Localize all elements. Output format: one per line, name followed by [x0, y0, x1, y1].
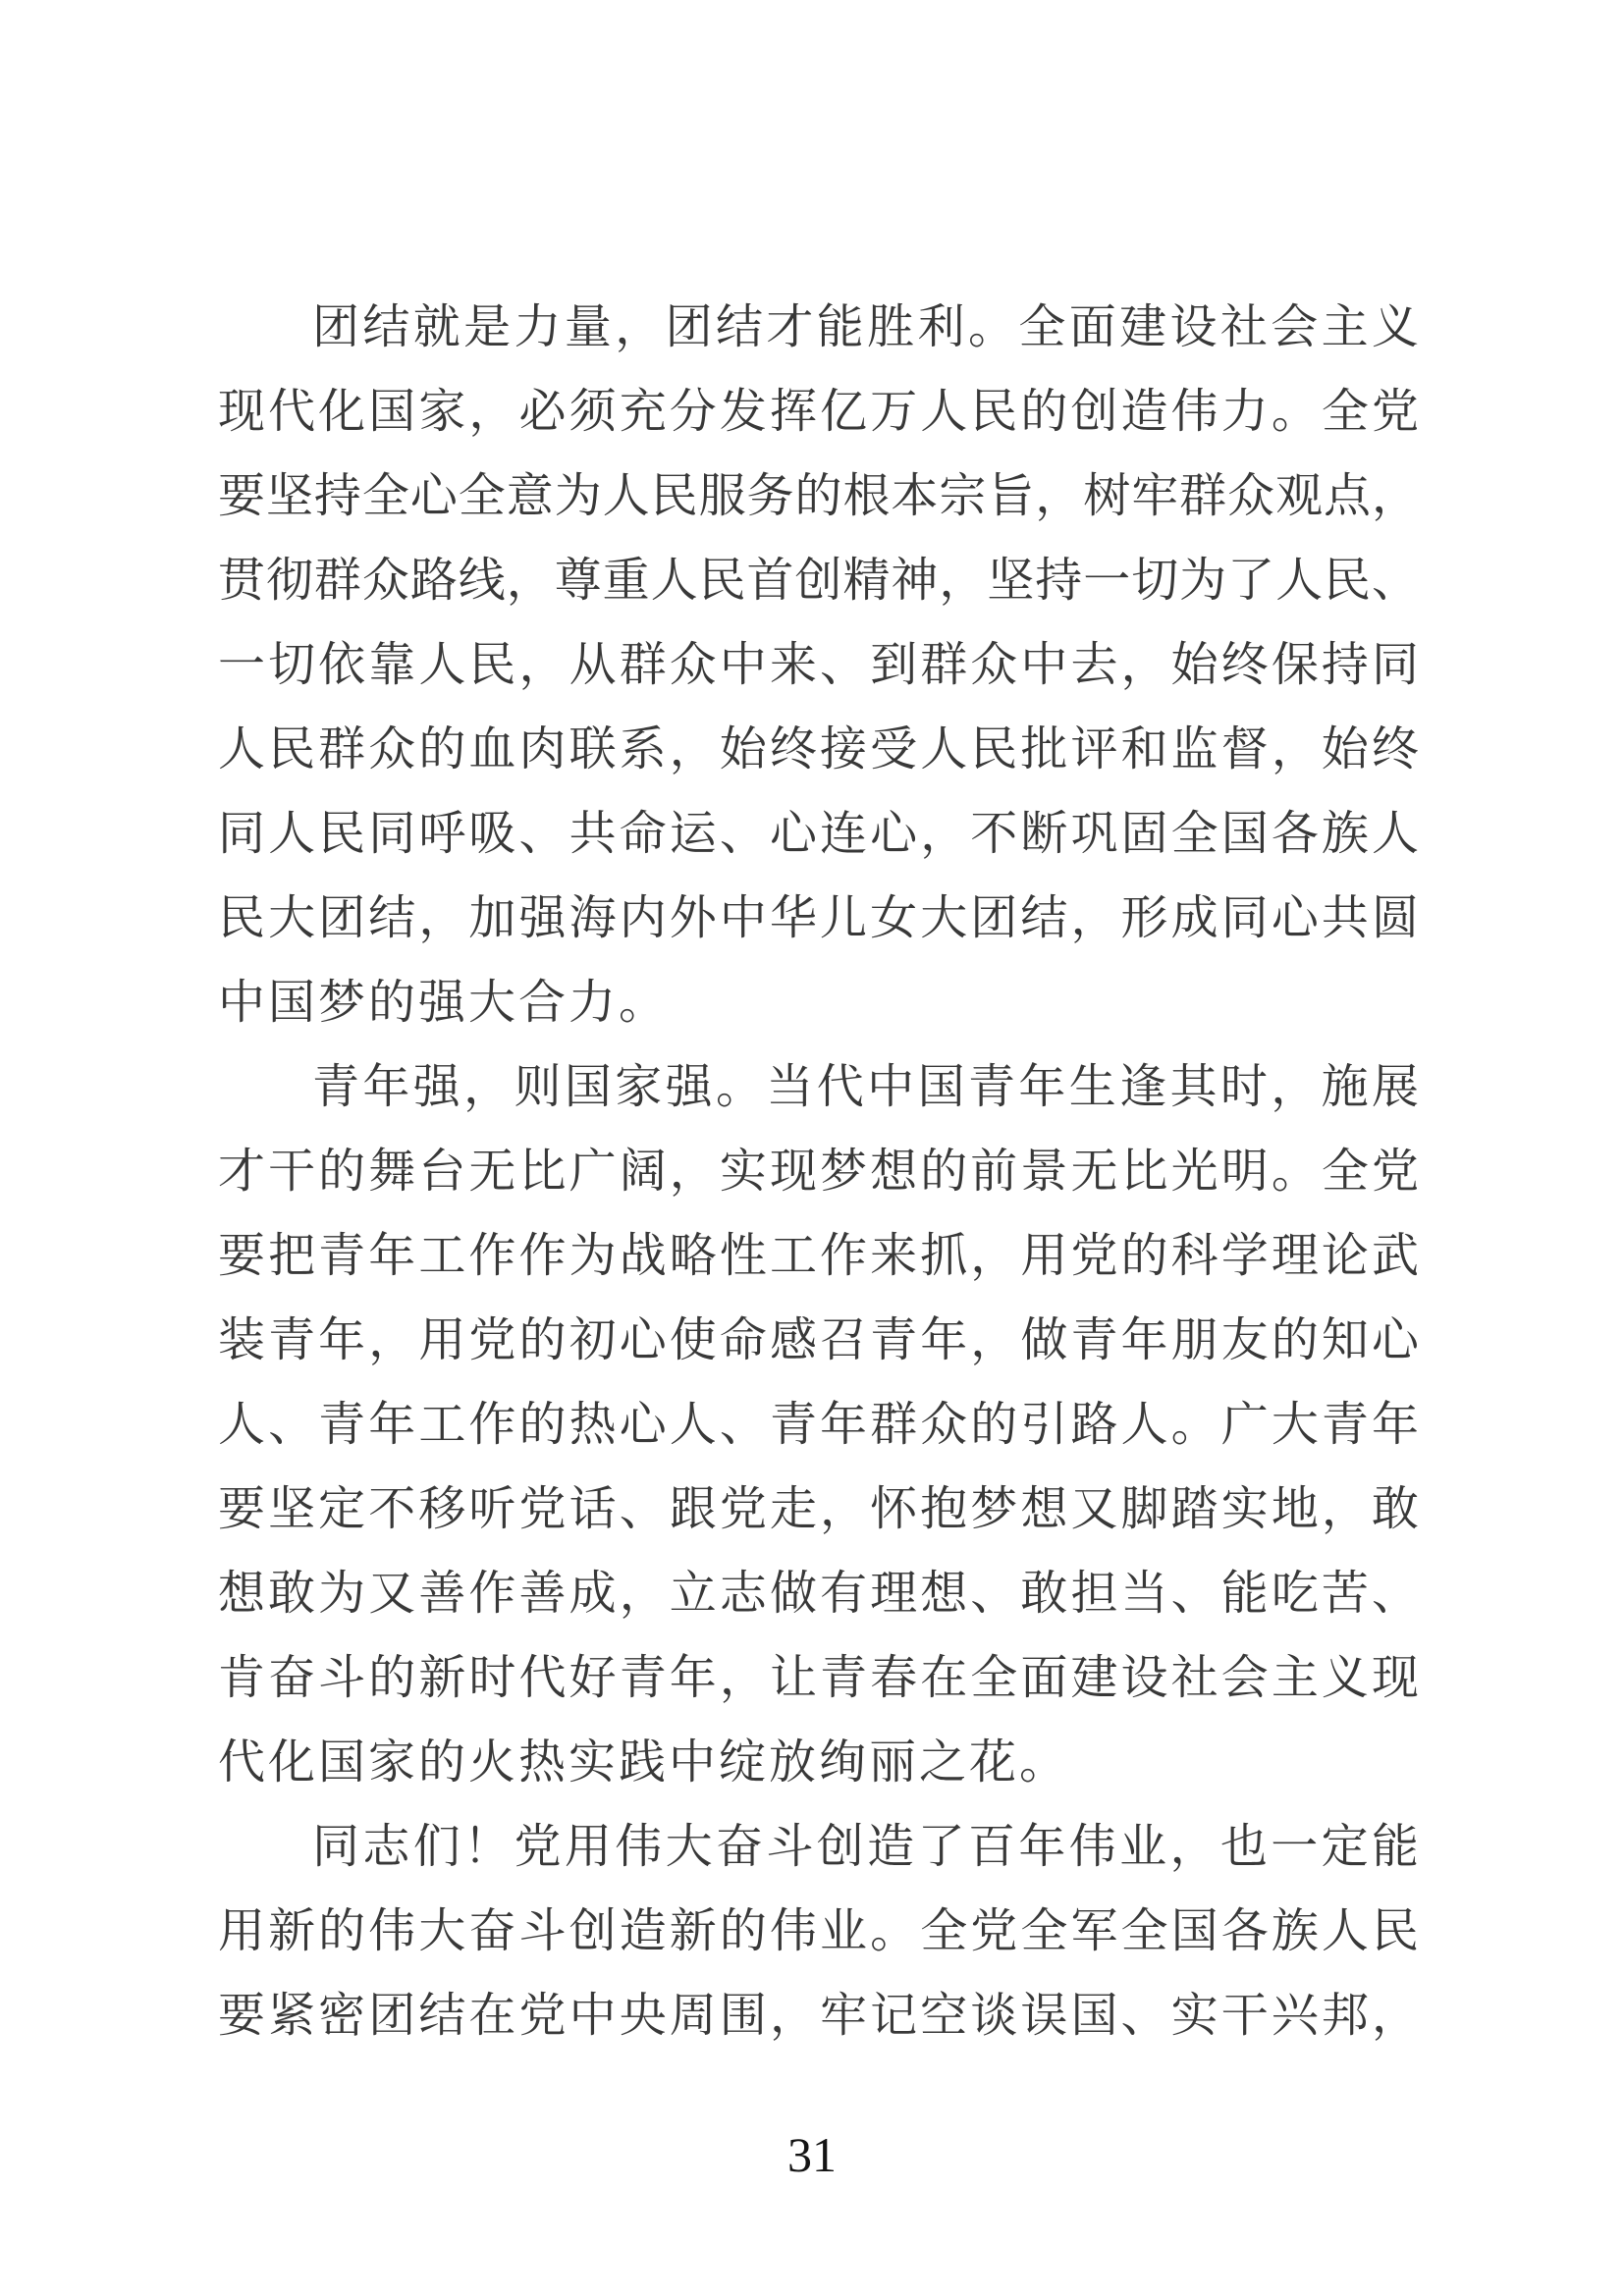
text-line: 团结就是力量，团结才能胜利。全面建设社会主义 — [312, 301, 1419, 353]
text-line: 装青年，用党的初心使命感召青年，做青年朋友的知心 — [218, 1314, 1419, 1366]
paragraph — [218, 1805, 1419, 2058]
text-line: 贯彻群众路线，尊重人民首创精神，坚持一切为了人民、 — [218, 555, 1419, 607]
text-line: 青年强，则国家强。当代中国青年生逢其时，施展 — [312, 1061, 1419, 1113]
page-number: 31 — [787, 2127, 837, 2182]
text-line: 代化国家的火热实践中绽放绚丽之花。 — [218, 1736, 1070, 1789]
text-line: 要坚定不移听党话、跟党走，怀抱梦想又脚踏实地，敢 — [218, 1483, 1419, 1535]
text-line: 中国梦的强大合力。 — [218, 977, 670, 1029]
text-line: 要紧密团结在党中央周围，牢记空谈误国、实干兴邦， — [218, 1990, 1419, 2042]
paragraph — [218, 1045, 1419, 1805]
text-line: 现代化国家，必须充分发挥亿万人民的创造伟力。全党 — [218, 386, 1419, 438]
text-line: 一切依靠人民，从群众中来、到群众中去，始终保持同 — [218, 639, 1419, 691]
paragraph — [218, 286, 1419, 1045]
body-text — [218, 286, 1419, 2058]
text-line: 用新的伟大奋斗创造新的伟业。全党全军全国各族人民 — [218, 1905, 1419, 1957]
text-line: 同志们！党用伟大奋斗创造了百年伟业，也一定能 — [312, 1821, 1419, 1873]
text-line: 想敢为又善作善成，立志做有理想、敢担当、能吃苦、 — [218, 1568, 1419, 1620]
text-line: 人、青年工作的热心人、青年群众的引路人。广大青年 — [218, 1399, 1419, 1451]
text-line: 民大团结，加强海内外中华儿女大团结，形成同心共圆 — [218, 892, 1419, 944]
text-line: 同人民同呼吸、共命运、心连心，不断巩固全国各族人 — [218, 808, 1419, 860]
text-line: 人民群众的血肉联系，始终接受人民批评和监督，始终 — [218, 723, 1419, 775]
text-line: 要坚持全心全意为人民服务的根本宗旨，树牢群众观点， — [218, 470, 1419, 522]
text-line: 肯奋斗的新时代好青年，让青春在全面建设社会主义现 — [218, 1652, 1419, 1704]
text-line: 才干的舞台无比广阔，实现梦想的前景无比光明。全党 — [218, 1146, 1419, 1198]
text-line: 要把青年工作作为战略性工作来抓，用党的科学理论武 — [218, 1230, 1419, 1282]
